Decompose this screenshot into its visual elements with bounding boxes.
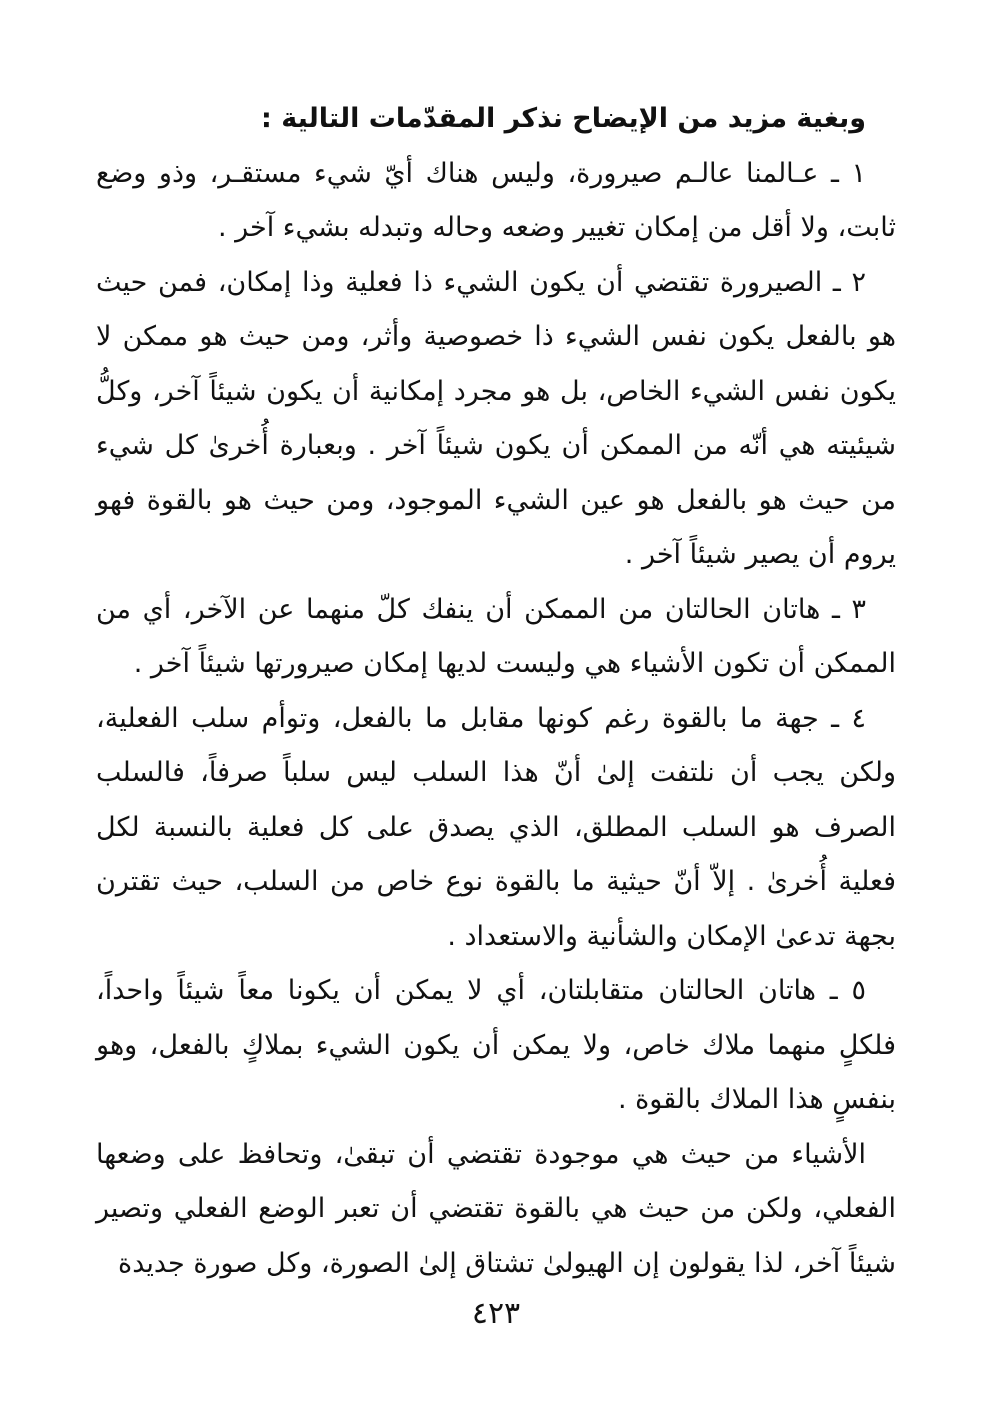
- page-body: [96, 92, 896, 1291]
- paragraph-4: ٤ ـ جهة ما بالقوة رغم كونها مقابل ما بالفعل، وتوأم سلب الفعلية، ولكن يجب أن نلتفت إلىٰ أنّ هذا السلب ليس سلباً صرفاً، فالسلب الصرف هو السلب المطلق، الذي يصدق على كل فعلية بالنسبة لكل فعلية أُخرىٰ . إلاّ أنّ حيثية ما بالقوة نوع خاص من السلب، حيث تقترن بجهة تدعىٰ الإمكان والشأنية والاستعداد .: [96, 702, 896, 952]
- paragraph-2: ٢ ـ الصيرورة تقتضي أن يكون الشيء ذا فعلية وذا إمكان، فمن حيث هو بالفعل يكون نفس الشيء ذا خصوصية وأثر، ومن حيث هو ممكن لا يكون نفس الشيء الخاص، بل هو مجرد إمكانية أن يكون شيئاً آخر، وكلُّ شيئيته هي أنّه من الممكن أن يكون شيئاً آخر . وبعبارة أُخرىٰ كل شيء من حيث هو بالفعل هو عين الشيء الموجود، ومن حيث هو بالقوة فهو يروم أن يصير شيئاً آخر .: [96, 266, 896, 570]
- paragraph-1: ١ ـ عـالمنا عالـم صيرورة، وليس هناك أيّ شيء مستقـر، وذو وضع ثابت، ولا أقل من إمكان تغيير وضعه وحاله وتبدله بشيء آخر .: [96, 157, 896, 243]
- paragraph-6: الأشياء من حيث هي موجودة تقتضي أن تبقىٰ، وتحافظ على وضعها الفعلي، ولكن من حيث هي بالقوة تقتضي أن تعبر الوضع الفعلي وتصير شيئاً آخر، لذا يقولون إن الهيولىٰ تشتاق إلىٰ الصورة، وكل صورة جديدة: [96, 1138, 896, 1279]
- paragraph-5: ٥ ـ هاتان الحالتان متقابلتان، أي لا يمكن أن يكونا معاً شيئاً واحداً، فلكلٍ منهما ملاك خاص، ولا يمكن أن يكون الشيء بملاكٍ بالفعل، وهو بنفسٍ هذا الملاك بالقوة .: [96, 975, 896, 1115]
- page-number: ٤٢٣: [471, 1296, 521, 1331]
- intro-heading: وبغية مزيد من الإيضاح نذكر المقدّمات التالية :: [261, 103, 866, 134]
- paragraph-3: ٣ ـ هاتان الحالتان من الممكن أن ينفك كلّ منهما عن الآخر، أي من الممكن أن تكون الأشياء هي وليست لديها إمكان صيرورتها شيئاً آخر .: [96, 593, 896, 679]
